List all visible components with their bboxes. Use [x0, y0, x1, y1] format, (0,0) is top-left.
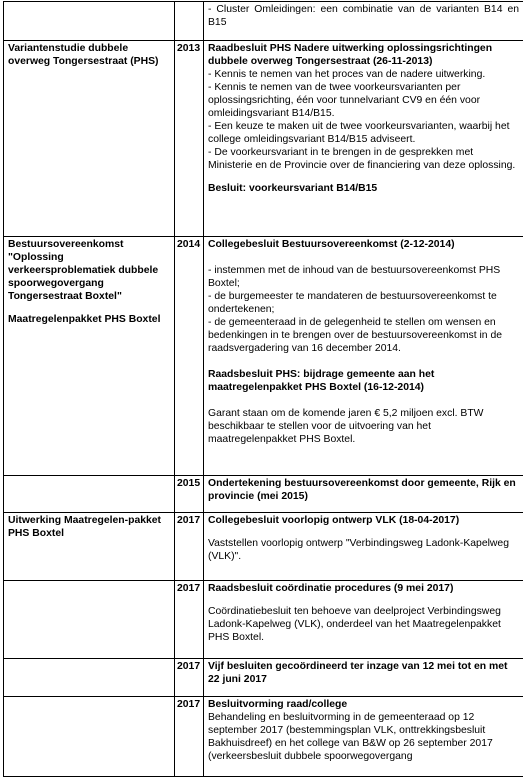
year-cell: 2014	[175, 237, 204, 476]
decision-cell	[204, 41, 524, 237]
decision-line: - De voorkeursvariant in te brengen in de gesprekken met Ministerie en de Provincie over de financiering van deze oplossing.	[208, 147, 516, 171]
decision-heading: Raadbesluit PHS Nadere uitwerking oplossingsrichtingen dubbele overweg Tongersestraat (26-11-2013)	[208, 43, 493, 67]
decision-text: Vaststellen voorlopig ontwerp "Verbindingsweg Ladonk-Kapelweg (VLK)".	[208, 538, 509, 562]
year-cell: 2017	[175, 581, 204, 659]
decision-heading: Collegebesluit Bestuursovereenkomst (2-12-2014)	[208, 239, 455, 250]
subject-cell	[4, 581, 175, 659]
table-row	[4, 581, 524, 659]
decision-cell	[204, 2, 524, 41]
subject-cell	[4, 2, 175, 41]
table-row	[4, 41, 524, 237]
decision-conclusion: Besluit: voorkeursvariant B14/B15	[208, 183, 378, 194]
decision-cell	[204, 659, 524, 697]
decision-line: - Kennis te nemen van het proces van de nadere uitwerking.	[208, 69, 486, 80]
decision-text: Behandeling en besluitvorming in de gemeenteraad op 12 september 2017 (bestemmingsplan VLK, onttrekkingsbesluit Bakhuisdreef) en het college van B&W op 26 september 2017 (verkeersbesluit dubbele spoorwegovergang	[208, 712, 493, 762]
decision-heading: Ondertekening bestuursovereenkomst door gemeente, Rijk en provincie (mei 2015)	[208, 478, 516, 502]
subject-subtitle: Maatregelenpakket PHS Boxtel	[8, 314, 161, 325]
decision-table	[3, 1, 523, 777]
subject-cell	[4, 659, 175, 697]
year-cell: 2017	[175, 697, 204, 777]
subject-cell	[4, 476, 175, 513]
table-row	[4, 237, 524, 476]
subject-cell	[4, 237, 175, 476]
table-row	[4, 697, 524, 777]
table-row	[4, 2, 524, 41]
decision-line: - de burgemeester te mandateren de bestuursovereenkomst te ondertekenen;	[208, 291, 497, 315]
decision-heading: Collegebesluit voorlopig ontwerp VLK (18-04-2017)	[208, 515, 460, 526]
table-row	[4, 659, 524, 697]
decision-text: Coördinatiebesluit ten behoeve van deelproject Verbindingsweg Ladonk-Kapelweg (VLK), onderdeel van het Maatregelenpakket PHS Boxtel.	[208, 606, 501, 643]
subject-cell	[4, 513, 175, 581]
subject-title: Bestuursovereenkomst "Oplossing verkeersproblematiek dubbele spoorwegovergang Tongersestraat Boxtel"	[8, 239, 159, 302]
subject-title: Uitwerking Maatregelen-pakket PHS Boxtel	[8, 515, 162, 539]
year-cell	[175, 2, 204, 41]
decision-line: - Kennis te nemen van de twee voorkeursvarianten per oplossingsrichting, één voor tunnelvariant CV9 en één voor omleidingsvariant B14/B15.	[208, 82, 481, 119]
decision-line: - Een keuze te maken uit de twee voorkeursvarianten, waarbij het college omleidingsvariant B14/B15 adviseert.	[208, 121, 510, 145]
decision-cell	[204, 697, 524, 777]
decision-heading: Raadsbesluit coördinatie procedures (9 mei 2017)	[208, 583, 454, 594]
decision-line: - Cluster Omleidingen: een combinatie van de varianten B14 en B15	[208, 4, 519, 28]
year-cell: 2013	[175, 41, 204, 237]
table-row	[4, 513, 524, 581]
document-page	[3, 1, 523, 781]
decision-heading-2: Raadsbesluit PHS: bijdrage gemeente aan het maatregelenpakket PHS Boxtel (16-12-2014)	[208, 369, 435, 393]
decision-cell	[204, 237, 524, 476]
year-cell: 2017	[175, 513, 204, 581]
decision-heading: Besluitvorming raad/college	[208, 699, 348, 710]
subject-title: Variantenstudie dubbele overweg Tongersestraat (PHS)	[8, 43, 159, 67]
decision-cell	[204, 581, 524, 659]
year-cell: 2015	[175, 476, 204, 513]
decision-cell	[204, 476, 524, 513]
subject-cell	[4, 697, 175, 777]
subject-cell	[4, 41, 175, 237]
decision-line: - de gemeenteraad in de gelegenheid te stellen om wensen en bedenkingen in te brengen over de bestuursovereenkomst in de raadsvergadering van 16 december 2014.	[208, 317, 503, 354]
decision-line: - instemmen met de inhoud van de bestuursovereenkomst PHS Boxtel;	[208, 265, 501, 289]
table-row	[4, 476, 524, 513]
decision-cell	[204, 513, 524, 581]
decision-text-2: Garant staan om de komende jaren € 5,2 miljoen excl. BTW beschikbaar te stellen voor de uitvoering van het maatregelenpakket PHS Boxtel.	[208, 408, 484, 445]
decision-heading: Vijf besluiten gecoördineerd ter inzage van 12 mei tot en met 22 juni 2017	[208, 661, 508, 685]
year-cell: 2017	[175, 659, 204, 697]
